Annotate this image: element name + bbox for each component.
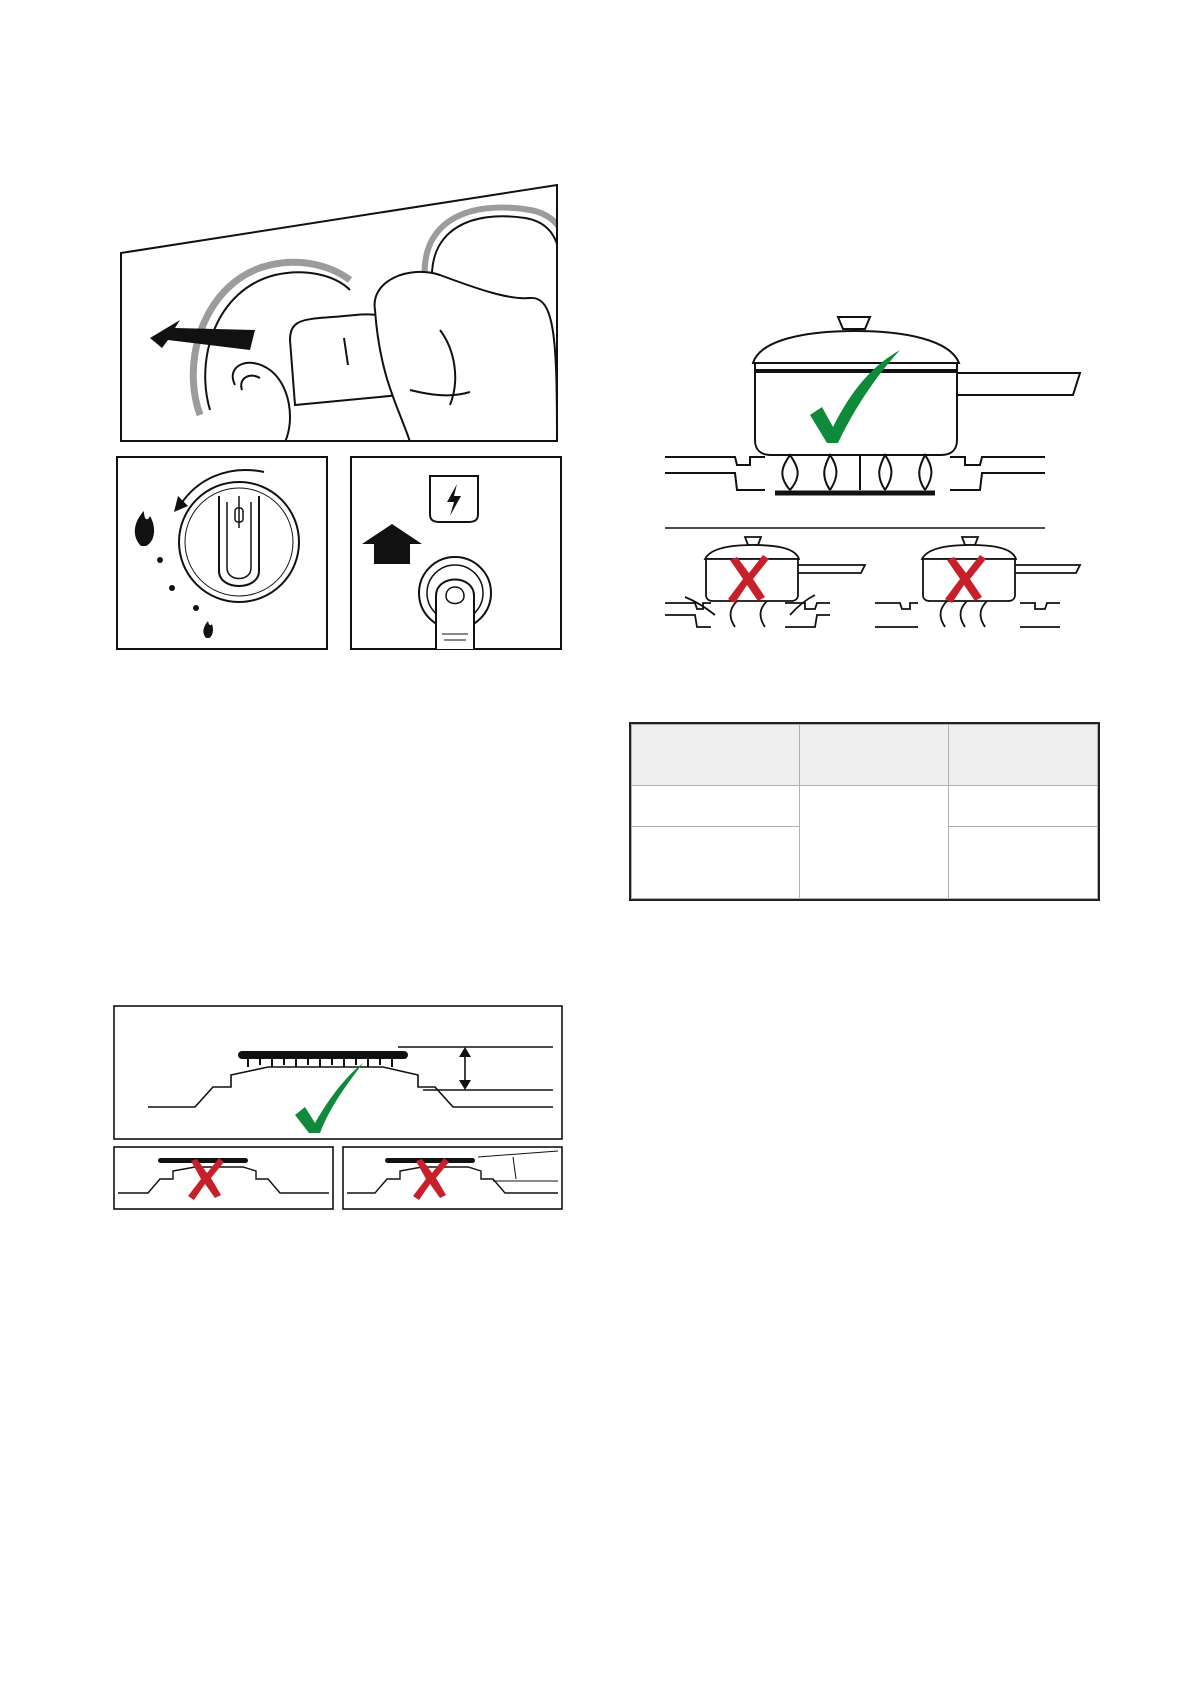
table-cell: [948, 827, 1097, 899]
table-cell: [948, 786, 1097, 827]
table-header-cell: [799, 725, 948, 786]
ignition-button-illustration: [350, 456, 562, 651]
data-table: [629, 722, 1100, 901]
cross-icon: [413, 1158, 449, 1200]
table-cell: [799, 786, 948, 899]
pot-on-burner-illustration: [665, 315, 1095, 645]
finger-icon: [436, 580, 474, 650]
knob-rotation-illustration: [116, 456, 328, 651]
checkmark-icon: [295, 1063, 363, 1133]
table-header-cell: [948, 725, 1097, 786]
cross-icon: [188, 1158, 224, 1200]
table-header-row: [632, 725, 1098, 786]
table-row: [632, 786, 1098, 827]
burner-cap-position-illustration: [113, 1005, 563, 1210]
knob-push-illustration: [110, 180, 560, 445]
table-header-cell: [632, 725, 800, 786]
table-cell: [632, 827, 800, 899]
table-cell: [632, 786, 800, 827]
